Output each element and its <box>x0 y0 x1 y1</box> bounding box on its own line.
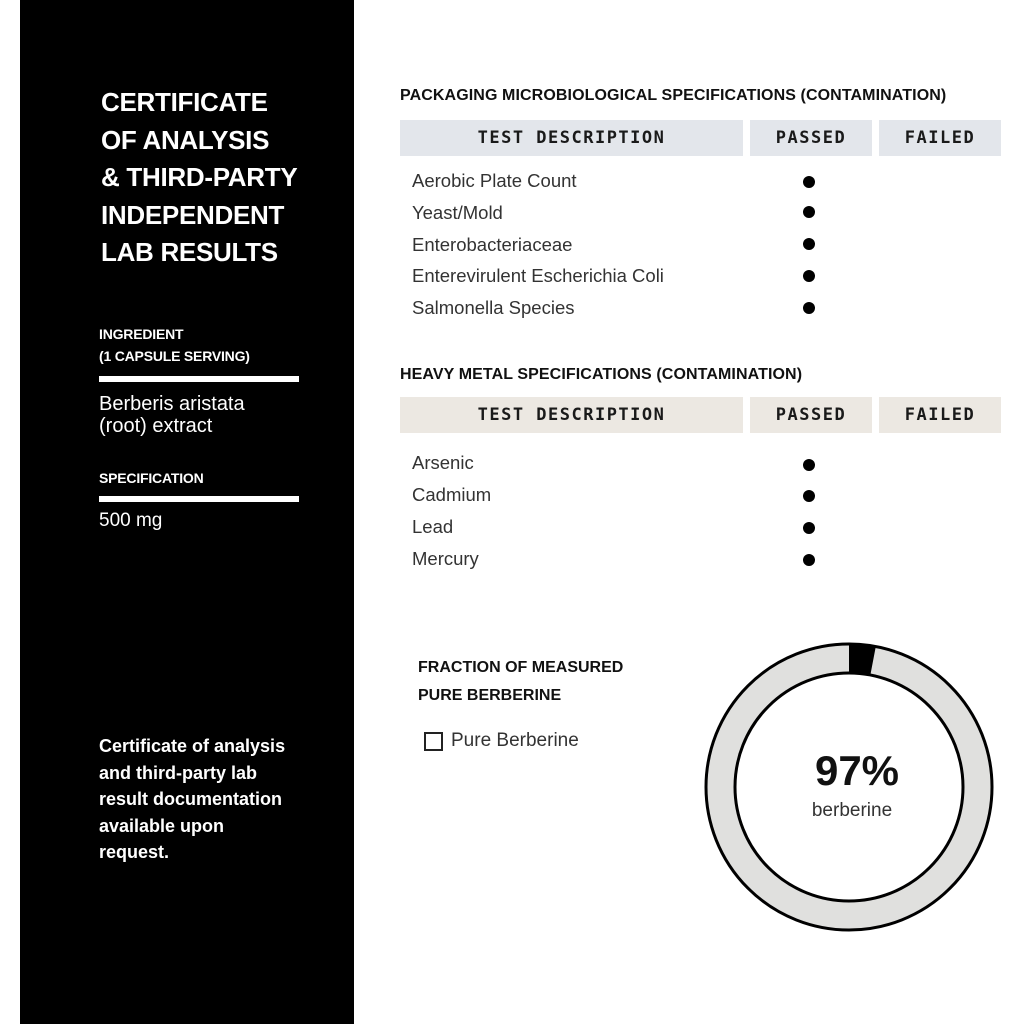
micro-header-failed: FAILED <box>879 120 1001 156</box>
ingredient-value <box>99 393 245 437</box>
specification-divider <box>99 496 299 502</box>
passed-dot-icon <box>803 522 815 534</box>
percent-label: berberine <box>811 800 893 821</box>
specification-label: SPECIFICATION <box>99 470 204 486</box>
passed-dot-icon <box>803 206 815 218</box>
micro-row-label: Salmonella Species <box>412 297 575 318</box>
micro-row-label: Yeast/Mold <box>412 202 503 223</box>
title-line: INDEPENDENT <box>101 199 285 230</box>
ingredient-label-line: INGREDIENT <box>99 326 184 342</box>
micro-row-label: Aerobic Plate Count <box>412 170 577 191</box>
title-line: CERTIFICATE <box>101 87 268 117</box>
legend-swatch-icon <box>424 732 443 751</box>
metals-section-title: HEAVY METAL SPECIFICATIONS (CONTAMINATION) <box>400 366 803 383</box>
ingredient-value-line: (root) extract <box>99 415 213 437</box>
metals-row-label: Cadmium <box>412 484 492 505</box>
fraction-title-line: FRACTION OF MEASURED <box>418 659 624 676</box>
ingredient-value-line: Berberis aristata <box>99 393 245 415</box>
note-line: result documentation <box>99 789 283 809</box>
note-line: Certificate of analysis <box>99 736 286 756</box>
certificate-title <box>101 84 341 272</box>
fraction-title-line: PURE BERBERINE <box>418 686 562 704</box>
ingredient-divider <box>99 376 299 382</box>
note-line: and third-party lab <box>99 762 258 783</box>
title-line: LAB RESULTS <box>101 237 278 267</box>
specification-value: 500 mg <box>99 510 163 531</box>
metals-header-failed: FAILED <box>879 397 1001 433</box>
legend <box>424 730 579 752</box>
note-line: available upon <box>99 815 225 836</box>
percent-value: 97% <box>814 747 900 794</box>
metals-header-test-description: TEST DESCRIPTION <box>400 397 743 433</box>
micro-section-title: PACKAGING MICROBIOLOGICAL SPECIFICATIONS (CONTAMINATION) <box>400 87 947 104</box>
metals-row-label: Lead <box>412 516 454 537</box>
micro-header-test-description: TEST DESCRIPTION <box>400 120 743 156</box>
metals-header-passed: PASSED <box>750 397 872 433</box>
passed-dot-icon <box>803 176 815 188</box>
passed-dot-icon <box>803 490 815 502</box>
documentation-note <box>99 733 329 866</box>
micro-row-label: Enterobacteriaceae <box>412 234 573 255</box>
micro-header-passed: PASSED <box>750 120 872 156</box>
fraction-title <box>418 654 623 709</box>
title-line: & THIRD-PARTY <box>101 162 298 192</box>
metals-row-label: Mercury <box>412 548 479 569</box>
legend-label: Pure Berberine <box>451 730 579 751</box>
passed-dot-icon <box>803 270 815 282</box>
sidebar <box>20 0 354 1024</box>
passed-dot-icon <box>803 459 815 471</box>
ingredient-label-line: (1 CAPSULE SERVING) <box>99 348 250 364</box>
passed-dot-icon <box>803 238 815 250</box>
micro-row-label: Enterevirulent Escherichia Coli <box>412 265 664 286</box>
note-line: request. <box>99 842 170 862</box>
ingredient-label <box>99 323 250 367</box>
title-line: OF ANALYSIS <box>101 124 270 155</box>
metals-row-label: Arsenic <box>412 452 474 473</box>
passed-dot-icon <box>803 302 815 314</box>
passed-dot-icon <box>803 554 815 566</box>
